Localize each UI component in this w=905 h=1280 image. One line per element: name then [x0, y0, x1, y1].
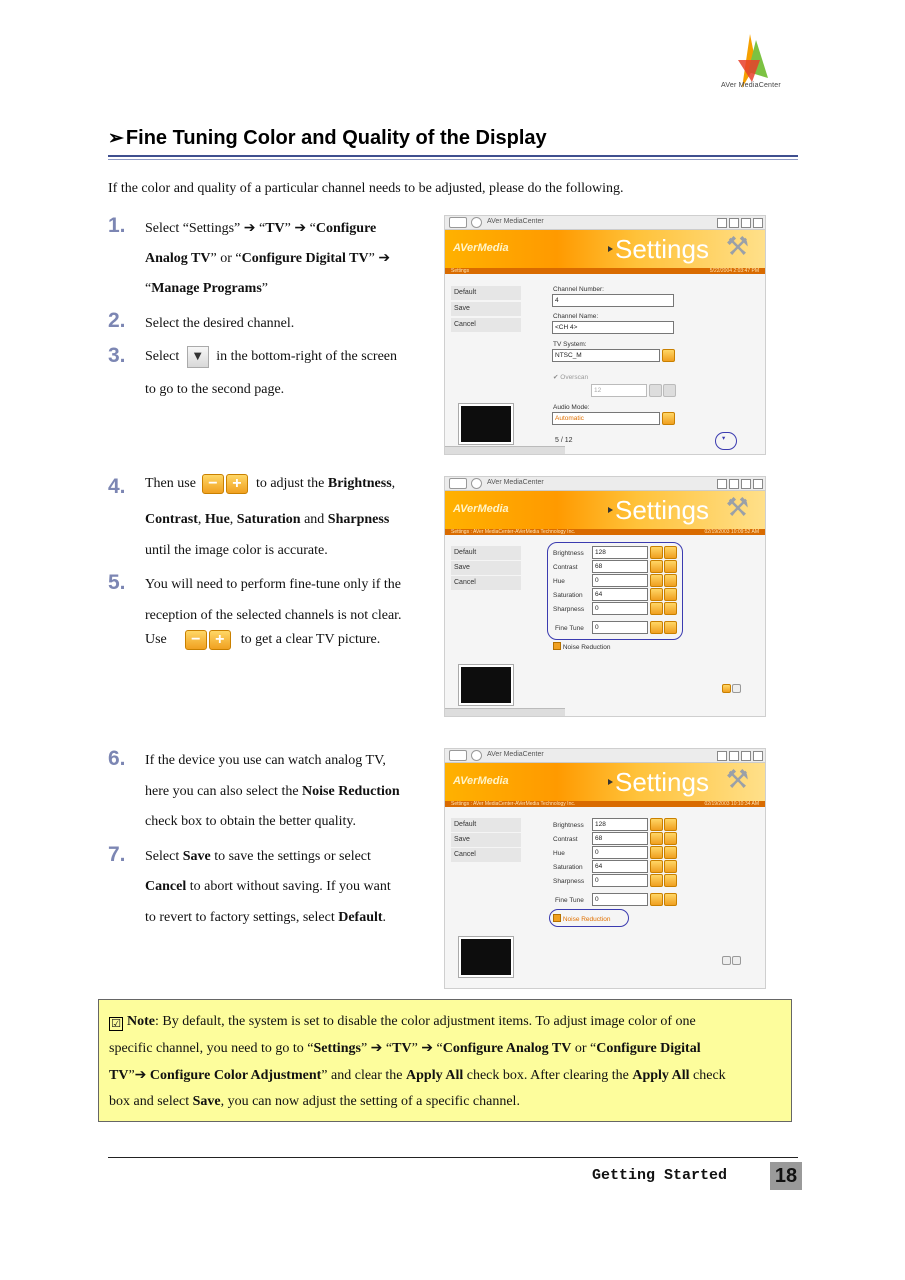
step-text: “Manage Programs” — [145, 281, 268, 296]
note-line: ☑ Note: By default, the system is set to disable the color adjustment items. To adjust image color of one — [109, 1014, 696, 1031]
help-icon — [717, 218, 727, 228]
arrow-icon: ➔ — [378, 251, 391, 266]
step-text: Select ▼ in the bottom-right of the screen — [145, 346, 397, 368]
minimize-icon — [729, 218, 739, 228]
cancel-button: Cancel — [451, 848, 521, 862]
step-text: Then use − + to adjust the Brightness, — [145, 475, 396, 492]
window-titlebar: AVer MediaCenter — [445, 477, 765, 491]
step-text: to go to the second page. — [145, 382, 285, 397]
check-icon: ✔ — [553, 374, 559, 381]
cancel-button: Cancel — [451, 318, 521, 332]
brightness-field: 128 — [592, 546, 648, 559]
minus-icon — [650, 846, 663, 859]
arrow-bullet-icon: ➢ — [108, 128, 124, 149]
minus-plus-buttons-icon — [202, 474, 250, 494]
restore-icon — [741, 218, 751, 228]
arrow-icon: ➔ — [134, 1068, 147, 1083]
fine-tune-field: 0 — [592, 893, 648, 906]
section-title: Fine Tuning Color and Quality of the Display — [125, 127, 547, 149]
triangle-icon — [608, 507, 613, 513]
fine-tune-field: 0 — [592, 621, 648, 634]
default-button: Default — [451, 546, 521, 560]
tv-system-select: NTSC_M — [552, 349, 660, 362]
settings-banner: AVerMedia Settings ⚒ — [445, 491, 765, 529]
save-button: Save — [451, 561, 521, 575]
plus-icon — [664, 832, 677, 845]
minimize-icon — [729, 751, 739, 761]
save-button: Save — [451, 302, 521, 316]
close-icon — [753, 479, 763, 489]
status-strip: Settings : AVer MediaCenter-AVerMedia Technology Inc. 02/19/2003 10:09:52 AM — [445, 529, 765, 535]
checkbox-icon: ☑ — [109, 1017, 123, 1031]
minus-icon — [650, 602, 663, 615]
audio-mode-select: Automatic — [552, 412, 660, 425]
step-text: reception of the selected channels is not clear. — [145, 608, 402, 623]
page-down-icon — [722, 956, 731, 965]
arrow-icon: ➔ — [243, 221, 256, 236]
close-icon — [753, 218, 763, 228]
cancel-button: Cancel — [451, 576, 521, 590]
tools-icon: ⚒ — [725, 765, 749, 795]
step-text: to revert to factory settings, select Default. — [145, 910, 387, 925]
note-box — [98, 999, 792, 1122]
forward-icon — [471, 750, 482, 761]
step-text: here you can also select the Noise Reduction — [145, 784, 400, 799]
noise-reduction-checkbox: Noise Reduction — [553, 914, 611, 923]
step-text: Analog TV” or “Configure Digital TV” ➔ — [145, 251, 391, 266]
help-icon — [717, 479, 727, 489]
next-page-icon: ▼ — [187, 346, 209, 368]
back-icon — [449, 750, 467, 761]
screenshot-noise-reduction: AVer MediaCenter AVerMedia Settings ⚒ Settings : AVer MediaCenter-AVerMedia Technology Inc. 02/19/2003 10:10:34 AM Default Save Cancel Brightness 128 Contrast 68 Hue 0 Saturation 64 Sharpness 0 Fine Tune 0 Noise Reduction — [444, 748, 766, 989]
control-bar — [445, 446, 565, 454]
note-line: TV”➔ Configure Color Adjustment” and clear the Apply All check box. After clearing the Apply All check — [109, 1068, 726, 1083]
forward-icon — [471, 217, 482, 228]
heading-rule-thin — [108, 159, 798, 160]
plus-icon — [664, 818, 677, 831]
dropdown-icon — [662, 349, 675, 362]
arrow-icon: ➔ — [370, 1041, 383, 1056]
screenshot-channel-settings: AVer MediaCenter AVerMedia Settings ⚒ Settings 5/22/2004 2:03:47 PM Default Save Cancel Channel Number: 4 Channel Name: <CH 4> TV System: NTSC_M ✔ Overscan 12 Audio Mode: Automatic 5 / 12 ▾ — [444, 215, 766, 455]
default-button: Default — [451, 286, 521, 300]
page-down-icon — [722, 684, 731, 693]
plus-icon: + — [226, 474, 248, 494]
step-number: 6. — [108, 747, 126, 770]
saturation-field: 64 — [592, 588, 648, 601]
overscan-field: 12 — [591, 384, 647, 397]
hue-field: 0 — [592, 574, 648, 587]
screenshot-color-adjustment: AVer MediaCenter AVerMedia Settings ⚒ Settings : AVer MediaCenter-AVerMedia Technology Inc. 02/19/2003 10:09:52 AM Default Save Cancel Brightness 128 Contrast 68 Hue 0 Saturation 64 Sharpness 0 Fine Tune 0 Noise Reduction — [444, 476, 766, 717]
minus-icon — [650, 574, 663, 587]
minimize-icon — [729, 479, 739, 489]
minus-plus-buttons-icon — [185, 630, 233, 650]
minus-icon — [650, 893, 663, 906]
step-number: 4. — [108, 475, 126, 498]
intro-paragraph: If the color and quality of a particular channel needs to be adjusted, please do the following. — [108, 181, 624, 196]
minus-icon: − — [185, 630, 207, 650]
triangle-icon — [608, 246, 613, 252]
plus-icon — [664, 546, 677, 559]
overscan-checkbox: ✔ Overscan — [553, 374, 589, 381]
plus-icon — [663, 384, 676, 397]
noise-reduction-checkbox: Noise Reduction — [553, 642, 611, 651]
page-up-icon — [732, 956, 741, 965]
arrow-icon: ➔ — [294, 221, 307, 236]
plus-icon — [664, 621, 677, 634]
plus-icon — [664, 602, 677, 615]
minus-icon — [649, 384, 662, 397]
footer-rule — [108, 1157, 798, 1158]
window-titlebar: AVer MediaCenter — [445, 216, 765, 230]
tv-preview — [459, 937, 513, 977]
back-icon — [449, 217, 467, 228]
minus-icon: − — [202, 474, 224, 494]
minus-icon — [650, 860, 663, 873]
plus-icon — [664, 846, 677, 859]
minus-icon — [650, 832, 663, 845]
step-text: If the device you use can watch analog TV, — [145, 753, 386, 768]
page-indicator: 5 / 12 — [555, 437, 573, 444]
tools-icon: ⚒ — [725, 493, 749, 523]
sharpness-field: 0 — [592, 602, 648, 615]
hue-field: 0 — [592, 846, 648, 859]
settings-banner: AVerMedia Settings ⚒ — [445, 230, 765, 268]
logo-text: AVer MediaCenter — [721, 82, 781, 89]
default-button: Default — [451, 818, 521, 832]
step-text: You will need to perform fine-tune only if the — [145, 577, 401, 592]
step-number: 5. — [108, 571, 126, 594]
plus-icon — [664, 860, 677, 873]
footer-chapter: Getting Started — [592, 1167, 728, 1184]
page-number: 18 — [770, 1162, 802, 1190]
step-text: until the image color is accurate. — [145, 543, 328, 558]
minus-icon — [650, 874, 663, 887]
contrast-field: 68 — [592, 832, 648, 845]
plus-icon — [664, 574, 677, 587]
note-line: box and select Save, you can now adjust the setting of a specific channel. — [109, 1094, 520, 1109]
plus-icon: + — [209, 630, 231, 650]
step-number: 2. — [108, 309, 126, 332]
plus-icon — [664, 893, 677, 906]
minus-icon — [650, 818, 663, 831]
step-text: Select “Settings” ➔ “TV” ➔ “Configure — [145, 221, 377, 236]
settings-banner: AVerMedia Settings ⚒ — [445, 763, 765, 801]
step-text: Use − + to get a clear TV picture. — [145, 631, 381, 648]
section-heading — [108, 127, 547, 150]
contrast-field: 68 — [592, 560, 648, 573]
channel-name-field: <CH 4> — [552, 321, 674, 334]
step-text: Cancel to abort without saving. If you want — [145, 879, 391, 894]
status-strip: Settings : AVer MediaCenter-AVerMedia Technology Inc. 02/19/2003 10:10:34 AM — [445, 801, 765, 807]
help-icon — [717, 751, 727, 761]
tv-preview — [459, 404, 513, 444]
status-strip: Settings 5/22/2004 2:03:47 PM — [445, 268, 765, 274]
step-text: Select Save to save the settings or select — [145, 849, 371, 864]
triangle-icon — [608, 779, 613, 785]
back-icon — [449, 478, 467, 489]
page-up-icon — [732, 684, 741, 693]
dropdown-icon — [662, 412, 675, 425]
step-number: 1. — [108, 214, 126, 237]
note-line: specific channel, you need to go to “Settings” ➔ “TV” ➔ “Configure Analog TV or “Configure Digital — [109, 1041, 701, 1056]
restore-icon — [741, 479, 751, 489]
save-button: Save — [451, 833, 521, 847]
brightness-field: 128 — [592, 818, 648, 831]
step-text: Select the desired channel. — [145, 316, 295, 331]
saturation-field: 64 — [592, 860, 648, 873]
minus-icon — [650, 588, 663, 601]
restore-icon — [741, 751, 751, 761]
heading-rule — [108, 155, 798, 157]
step-text: check box to obtain the better quality. — [145, 814, 356, 829]
forward-icon — [471, 478, 482, 489]
control-bar — [445, 708, 565, 716]
close-icon — [753, 751, 763, 761]
next-page-icon: ▾ — [722, 435, 726, 442]
arrow-icon: ➔ — [421, 1041, 434, 1056]
channel-number-field: 4 — [552, 294, 674, 307]
minus-icon — [650, 560, 663, 573]
window-titlebar: AVer MediaCenter — [445, 749, 765, 763]
minus-icon — [650, 546, 663, 559]
plus-icon — [664, 560, 677, 573]
step-text: Contrast, Hue, Saturation and Sharpness — [145, 512, 390, 527]
tv-preview — [459, 665, 513, 705]
sharpness-field: 0 — [592, 874, 648, 887]
plus-icon — [664, 588, 677, 601]
tools-icon: ⚒ — [725, 232, 749, 262]
step-number: 3. — [108, 344, 126, 367]
step-number: 7. — [108, 843, 126, 866]
minus-icon — [650, 621, 663, 634]
plus-icon — [664, 874, 677, 887]
highlight-circle — [715, 432, 737, 450]
